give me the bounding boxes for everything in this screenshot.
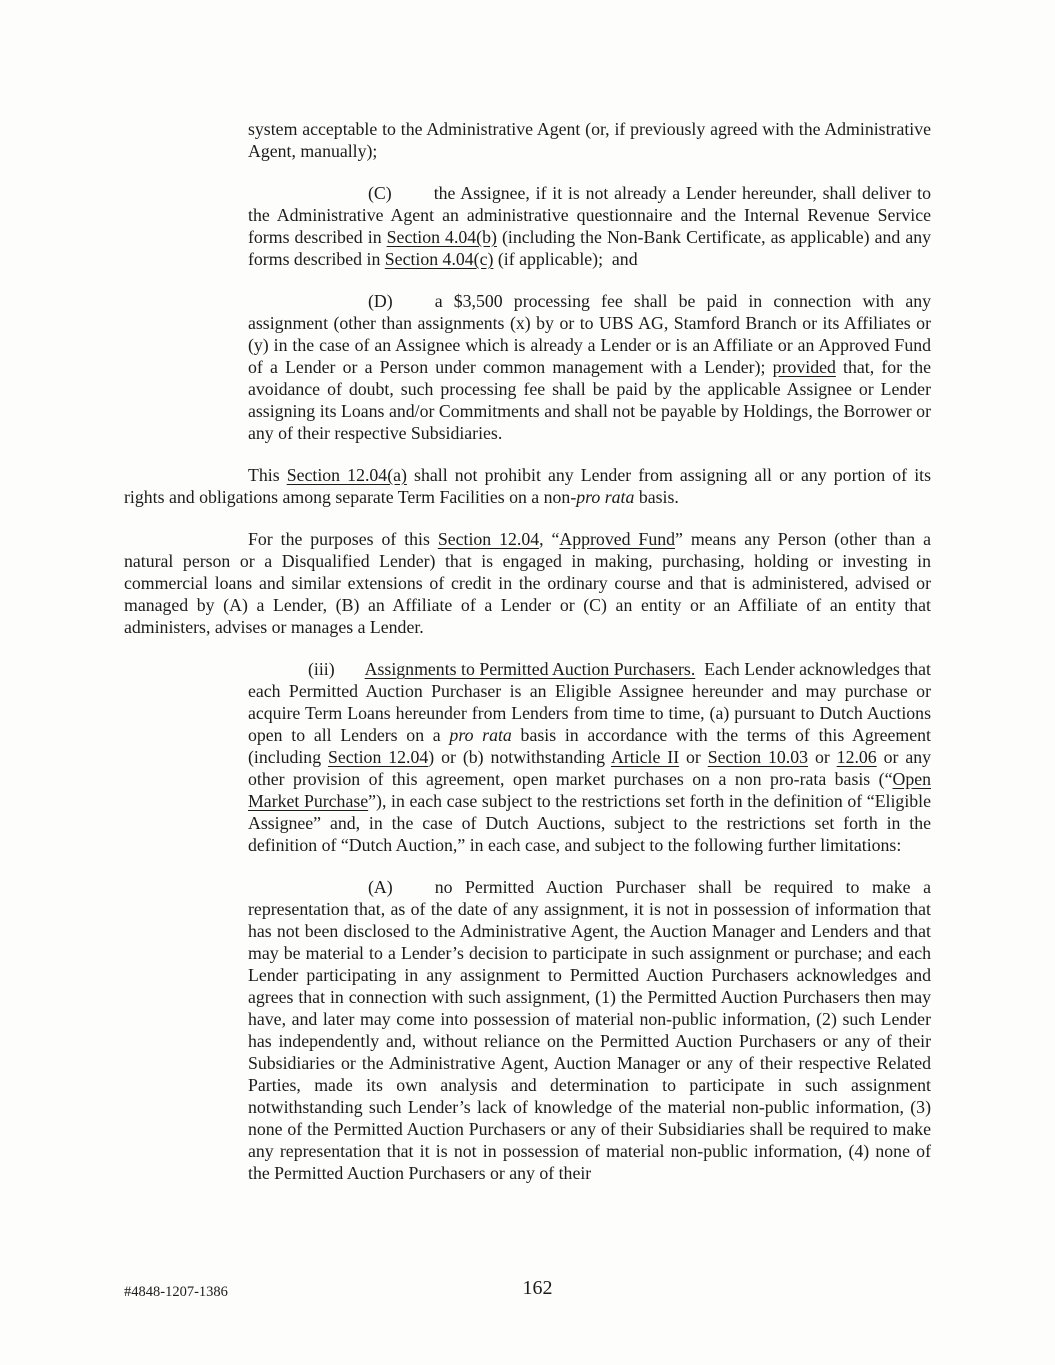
underlined-text: Assignments to Permitted Auction Purchasers. xyxy=(364,659,696,679)
text-run: or xyxy=(808,747,837,767)
text-run: no Permitted Auction Purchaser shall be required to make a representation that, as of the date of any assignment, it is not in possession of information that has not been disclosed to the Administrative Agent, the Auction Manager and Lenders and that may be material to a Lender’s decision to participate in such assignment or purchase; and each Lender participating in any assignment to Permitted Auction Purchasers acknowledges and agrees that in connection with such assignment, (1) the Permitted Auction Purchasers then may have, and later may come into possession of material non-public information, (2) such Lender has independently and, without reliance on the Permitted Auction Purchasers or any of their Subsidiaries or the Administrative Agent, Auction Manager or any of their respective Related Parties, made its own analysis and determination to participate in such assignment notwithstanding such Lender’s lack of knowledge of the material non-public information, (3) none of the Permitted Auction Purchasers or any of their Subsidiaries shall be required to make any representation that it is not in possession of material non-public information, (4) none of the Permitted Auction Purchasers or any of their xyxy=(248,877,931,1183)
clause-iii-a xyxy=(248,876,931,1184)
text-run: ) or (b) notwithstanding xyxy=(428,747,611,767)
clause-d xyxy=(248,290,931,444)
underlined-text: Article II xyxy=(611,747,680,767)
underlined-text: Section 10.03 xyxy=(707,747,809,767)
text-run: , “ xyxy=(539,529,560,549)
text-run: or any other provision of this agreement, open market purchases on a non pro-rata basis (“ xyxy=(248,747,931,789)
italic-text: pro rata xyxy=(576,487,635,507)
underlined-text: provided xyxy=(772,357,836,377)
text-run: (D) xyxy=(368,291,393,311)
underlined-text: Approved Fund xyxy=(559,529,675,549)
underlined-text: Section 12.04 xyxy=(437,529,540,549)
text-run: ”), in each case subject to the restrictions set forth in the definition of “Eligible Assignee” and, in the case of Dutch Auctions, subject to the restrictions set forth in the definition of “Dutch Auction,” in each case, and subject to the following further limitations: xyxy=(248,791,931,855)
text-run: the Assignee, if it is not already a Lender hereunder, shall deliver to the Administrative Agent an administrative questionnaire and the Internal Revenue Service forms described in xyxy=(248,183,931,247)
underlined-text: Section 4.04(b) xyxy=(386,227,497,247)
underlined-text: Open Market Purchase xyxy=(248,769,931,811)
text-run: a $3,500 processing fee shall be paid in connection with any assignment (other than assignments (x) by or to UBS AG, Stamford Branch or its Affiliates or (y) in the case of an Assignee which is already a Lender or is an Affiliate or an Approved Fund of a Lender or a Person under common management with a Lender); xyxy=(248,291,931,377)
document-body xyxy=(124,118,931,1204)
text-run: basis in accordance with the terms of this Agreement (including xyxy=(248,725,931,767)
text-run: This xyxy=(248,465,287,485)
text-run: (iii) xyxy=(308,659,335,679)
underlined-text: Section 4.04(c) xyxy=(384,249,494,269)
text-run: For the purposes of this xyxy=(248,529,438,549)
text-run: (A) xyxy=(368,877,393,897)
text-run: system acceptable to the Administrative Agent (or, if previously agreed with the Administrative Agent, manually); xyxy=(248,119,931,161)
clause-c xyxy=(248,182,931,270)
italic-text: pro rata xyxy=(449,725,512,745)
text-run: Each Lender acknowledges that each Permitted Auction Purchaser is an Eligible Assignee hereunder and may purchase or acquire Term Loans hereunder from Lenders from time to time, (a) pursuant to Dutch Auctions open to all Lenders on a xyxy=(248,659,931,745)
text-run: (C) xyxy=(368,183,392,203)
clause-iii xyxy=(248,658,931,856)
text-run: ” means any Person (other than a natural person or a Disqualified Lender) that is engaged in making, purchasing, holding or investing in commercial loans and similar extensions of credit in the ordinary course and that is administered, advised or managed by (A) a Lender, (B) an Affiliate of a Lender or (C) an entity or an Affiliate of an entity that administers, advises or manages a Lender. xyxy=(124,529,931,637)
text-run: basis. xyxy=(634,487,679,507)
underlined-text: Section 12.04(a) xyxy=(286,465,407,485)
section-1204a-paragraph xyxy=(124,464,931,508)
footer-doc-number: #4848-1207-1386 xyxy=(124,1284,228,1300)
approved-fund-definition xyxy=(124,528,931,638)
underlined-text: Section 12.04 xyxy=(328,747,429,767)
text-run: (if applicable); and xyxy=(493,249,638,269)
text-run: shall not prohibit any Lender from assigning all or any portion of its rights and obligations among separate Term Facilities on a non- xyxy=(124,465,931,507)
text-run: (including the Non-Bank Certificate, as applicable) and any forms described in xyxy=(248,227,931,269)
text-run: that, for the avoidance of doubt, such processing fee shall be paid by the applicable Assignee or Lender assigning its Loans and/or Commitments and shall not be payable by Holdings, the Borrower or any of their respective Subsidiaries. xyxy=(248,357,931,443)
footer-page-number: 162 xyxy=(522,1277,553,1299)
clause-continuation xyxy=(248,118,931,162)
underlined-text: 12.06 xyxy=(836,747,877,767)
text-run: or xyxy=(679,747,708,767)
